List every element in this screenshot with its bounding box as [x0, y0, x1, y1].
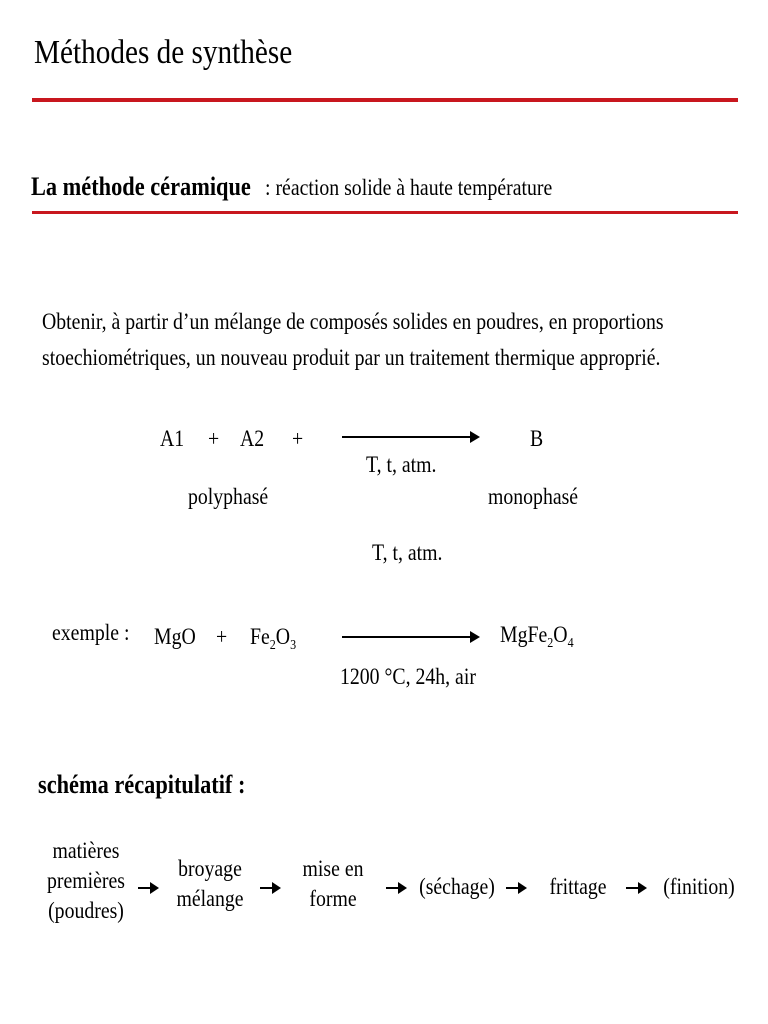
schema-arrow-2	[260, 887, 278, 889]
section-title: La méthode céramique	[31, 172, 251, 201]
example-plus: +	[216, 624, 228, 649]
schema-step-raw-materials	[41, 836, 130, 926]
schema-step-shaping	[294, 854, 371, 914]
fe2o3-o: O	[275, 624, 291, 649]
product-mgfe: MgFe	[500, 622, 548, 647]
intro-line-1: Obtenir, à partir d’un mélange de composés solides en poudres, en proportions	[42, 309, 664, 334]
schema-step-finishing	[659, 872, 740, 902]
plus-sign-2: +	[292, 426, 304, 451]
example-reaction-arrow	[342, 636, 478, 638]
step-4-line-1: (séchage)	[419, 874, 495, 899]
intro-paragraph	[42, 304, 664, 376]
step-2-line-2: mélange	[176, 886, 244, 911]
example-condition: 1200 °C, 24h, air	[340, 664, 476, 689]
schema-step-drying	[415, 872, 499, 902]
schema-title: schéma récapitulatif :	[38, 770, 246, 799]
step-1-line-3: (poudres)	[48, 898, 124, 923]
section-subtitle: : réaction solide à haute température	[265, 175, 553, 200]
page-title: Méthodes de synthèse	[34, 34, 293, 71]
fe2o3-fe: Fe	[250, 624, 270, 649]
schema-arrow-1	[138, 887, 156, 889]
title-divider	[32, 98, 738, 102]
product-sub-2: 2	[547, 636, 554, 651]
example-product	[500, 622, 574, 651]
product-o: O	[553, 622, 568, 647]
example-reactant-mgo: MgO	[154, 624, 196, 649]
step-5-line-1: frittage	[549, 874, 607, 899]
step-3-line-2: forme	[309, 886, 357, 911]
section-heading	[31, 172, 552, 202]
reactant-label: polyphasé	[188, 484, 269, 509]
step-3-line-1: mise en	[302, 856, 364, 881]
schema-arrow-5	[626, 887, 644, 889]
product-b: B	[530, 426, 544, 451]
product-sub-4: 4	[567, 636, 574, 651]
product-label: monophasé	[488, 484, 579, 509]
step-6-line-1: (finition)	[663, 874, 735, 899]
intro-line-2: stoechiométriques, un nouveau produit par un traitement thermique approprié.	[42, 345, 661, 370]
step-1-line-1: matières	[52, 838, 120, 863]
section-divider	[32, 211, 738, 214]
schema-step-grinding	[170, 854, 249, 914]
fe2o3-sub-3: 3	[290, 638, 297, 653]
reaction-arrow	[342, 436, 478, 438]
plus-sign-1: +	[208, 426, 220, 451]
schema-arrow-3	[386, 887, 404, 889]
example-label: exemple :	[52, 620, 130, 645]
step-1-line-2: premières	[47, 868, 125, 893]
reaction-condition-repeat: T, t, atm.	[372, 540, 443, 565]
fe2o3-sub-2: 2	[269, 638, 276, 653]
step-2-line-1: broyage	[178, 856, 242, 881]
example-reactant-fe2o3	[250, 624, 297, 653]
reactant-a1: A1	[160, 426, 185, 451]
reactant-a2: A2	[240, 426, 265, 451]
schema-arrow-4	[506, 887, 524, 889]
schema-step-sintering	[542, 872, 614, 902]
reaction-condition: T, t, atm.	[366, 452, 437, 477]
